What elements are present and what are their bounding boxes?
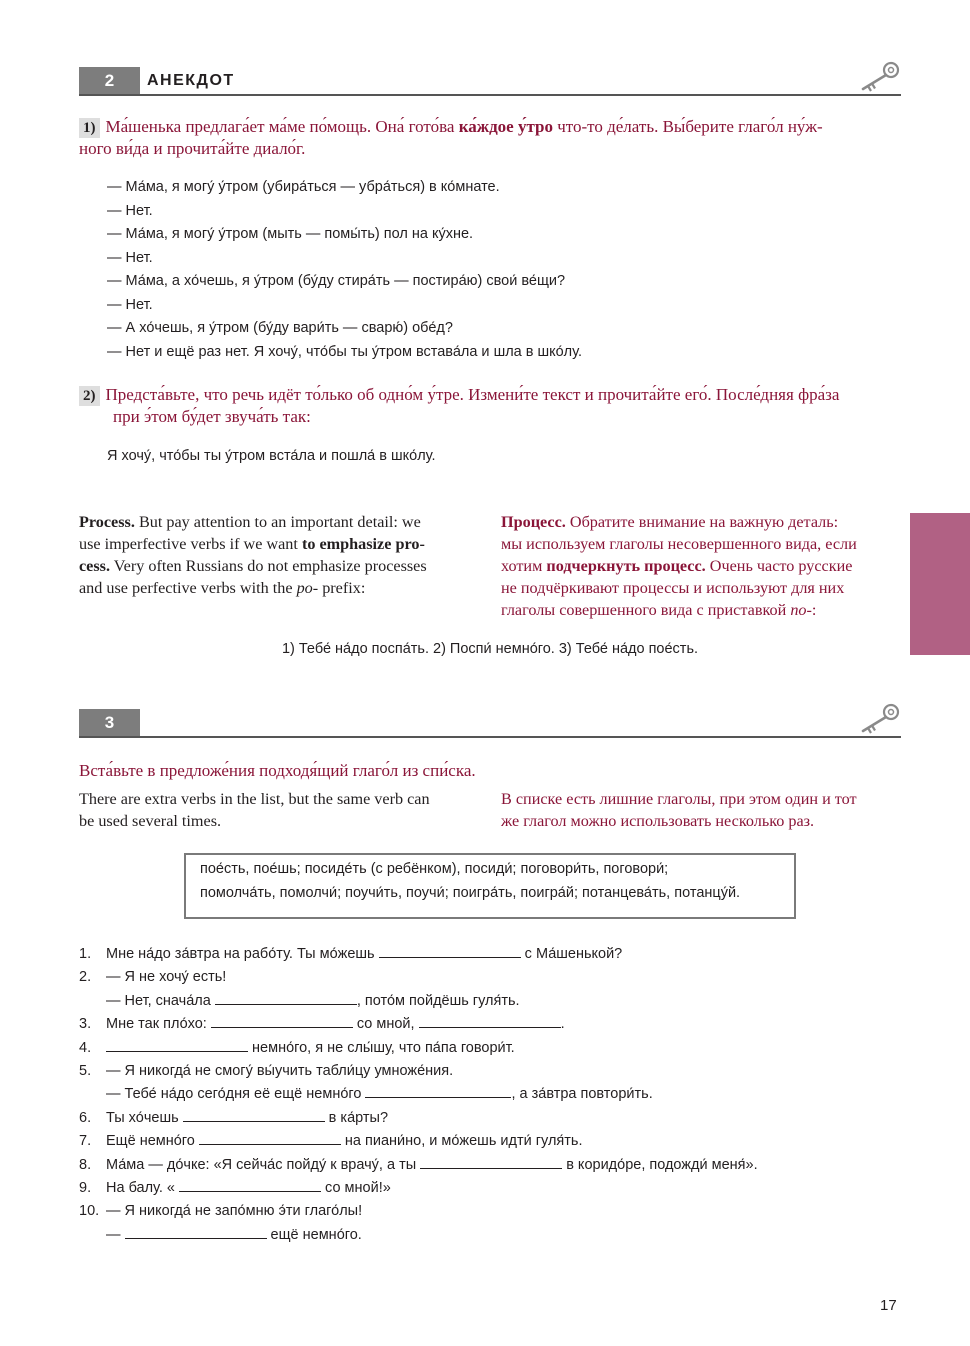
note-text: There are extra verbs in the list, but the same verb can — [79, 790, 430, 808]
note-text: be used several times. — [79, 812, 222, 830]
section-3-english-note — [79, 788, 430, 832]
side-tab — [910, 513, 970, 655]
answer-blank[interactable] — [365, 1083, 511, 1098]
item-text: , пото́м пойдёшь гуля́ть. — [356, 992, 520, 1009]
item-text: — Нет, снача́ла — [106, 992, 215, 1009]
instruction-text: при э́том бу́дет звуча́ть так: — [113, 407, 311, 426]
item-number: 2. — [79, 969, 92, 986]
list-item — [79, 1083, 899, 1106]
item-text: — — [106, 1226, 125, 1243]
list-item — [79, 1130, 899, 1153]
note-text: prefix: — [318, 579, 366, 597]
item-text: со мной, — [352, 1016, 419, 1033]
instruction-text: что-то де́лать. Вы́берите глаго́л ну́ж- — [552, 117, 823, 136]
note-text: : — [811, 601, 817, 619]
note-text: В списке есть лишние глаголы, при этом один и тот — [501, 790, 857, 808]
item-number: 10. — [79, 1203, 100, 1220]
section-title: АНЕКДОТ — [147, 72, 235, 89]
item-text: — Я никогда́ не смогу́ вы́учить табли́цу умноже́ния. — [106, 1062, 454, 1079]
answer-blank[interactable] — [179, 1177, 321, 1192]
dialog-line: — Ма́ма, а хо́чешь, я у́тром (бу́ду стира́ть — постира́ю) свои́ ве́щи? — [107, 273, 566, 289]
list-item — [79, 1177, 899, 1200]
note-text: But pay attention to an important detail: we — [134, 513, 421, 531]
list-item — [79, 1060, 899, 1083]
key-icon — [859, 703, 901, 737]
note-text: же глагол можно использовать несколько раз. — [501, 812, 815, 830]
task-badge: 1) — [79, 118, 100, 138]
item-text: Ещё немно́го — [106, 1133, 199, 1150]
list-item — [79, 1107, 899, 1130]
item-number: 4. — [79, 1039, 92, 1056]
verb-list-box — [184, 853, 796, 919]
instruction-bold: ка́ждое у́тро — [458, 117, 553, 136]
item-number: 6. — [79, 1109, 92, 1126]
note-text: use imperfective verbs if we want — [79, 535, 302, 553]
list-item — [79, 1037, 899, 1060]
answer-blank[interactable] — [125, 1224, 267, 1239]
list-item — [79, 943, 899, 966]
instruction-text: Предста́вьте, что речь идёт то́лько об одно́м у́тре. Измени́те текст и прочита́йте его́. После́дняя фра́за — [105, 385, 840, 404]
item-text: в коридо́ре, подожди́ меня́». — [562, 1156, 758, 1173]
item-text: ещё немно́го. — [266, 1226, 362, 1243]
item-text: с Ма́шенькой? — [520, 946, 623, 962]
answer-blank[interactable] — [215, 990, 357, 1005]
note-bold: Process. — [79, 513, 135, 531]
section-2-header — [79, 67, 901, 96]
page-number: 17 — [880, 1297, 897, 1314]
item-text: — Я не хочу́ есть! — [106, 969, 227, 986]
note-italic: по- — [790, 601, 812, 619]
note-text: хотим — [501, 557, 547, 575]
answer-blank[interactable] — [183, 1107, 325, 1122]
answer-blank[interactable] — [420, 1154, 562, 1169]
russian-note — [501, 511, 906, 621]
dialog-line: — Ма́ма, я могу́ у́тром (мыть — помы́ть) пол на ку́хне. — [107, 226, 474, 242]
note-text: Very often Russians do not emphasize processes — [110, 557, 427, 575]
note-text: мы используем глаголы несовершенного вида, если — [501, 535, 857, 553]
answer-blank[interactable] — [211, 1013, 353, 1028]
item-number: 5. — [79, 1062, 92, 1079]
answer-blank[interactable] — [419, 1013, 561, 1028]
item-number: 8. — [79, 1156, 92, 1173]
note-bold: to emphasize pro- — [301, 535, 425, 553]
note-text: and use perfective verbs with the — [79, 579, 297, 597]
examples-line: 1) Тебе́ на́до поспа́ть. 2) Поспи́ немно́го. 3) Тебе́ на́до пое́сть. — [281, 641, 699, 657]
dialog-line: — Ма́ма, я могу́ у́тром (убира́ться — убра́ться) в ко́мнате. — [107, 179, 500, 195]
english-note — [79, 511, 489, 599]
instruction-text: Ма́шенька предлага́ет ма́ме по́мощь. Она́ гото́ва — [105, 117, 459, 136]
section-3-russian-note — [501, 788, 857, 832]
task-1-instruction — [79, 116, 909, 160]
answer-blank[interactable] — [106, 1037, 248, 1052]
note-text: глаголы совершенного вида с приставкой — [501, 601, 791, 619]
item-text: Ты хо́чешь — [106, 1109, 183, 1126]
item-text: со мной!» — [321, 1179, 391, 1196]
answer-blank[interactable] — [199, 1130, 341, 1145]
verb-list-line: пое́сть, пое́шь; посиде́ть (с ребёнком), посиди́; поговори́ть, поговори́; — [200, 861, 669, 877]
note-text: Обратите внимание на важную деталь: — [565, 513, 839, 531]
item-text: . — [560, 1016, 565, 1033]
task-badge: 2) — [79, 386, 100, 406]
list-item — [79, 1224, 899, 1247]
answer-blank[interactable] — [379, 943, 521, 958]
item-number: 9. — [79, 1179, 92, 1196]
dialog-line: — А хо́чешь, я у́тром (бу́ду вари́ть — сварю́) обе́д? — [107, 320, 453, 336]
note-bold: подчеркнуть процесс. — [546, 557, 706, 575]
list-item — [79, 1154, 899, 1177]
item-text: , а за́втра повтори́ть. — [511, 1086, 653, 1103]
item-text: Ма́ма — до́чке: «Я сейча́с пойду́ к врачу́, а ты — [106, 1156, 421, 1173]
list-item — [79, 1200, 899, 1223]
section-number: 2 — [79, 67, 140, 94]
exercise-list — [79, 943, 899, 1247]
task-2-instruction — [79, 384, 909, 428]
key-icon — [859, 61, 901, 95]
item-text: — Я никогда́ не запо́мню э́ти глаго́лы! — [106, 1203, 363, 1220]
section-3-instruction: Вста́вьте в предложе́ния подходя́щий глаго́л из спи́ска. — [79, 761, 476, 780]
item-text: в ка́рты? — [324, 1109, 389, 1126]
item-text: — Тебе́ на́до сего́дня её ещё немно́го — [106, 1086, 366, 1103]
note-bold: cess. — [79, 557, 111, 575]
item-text: Мне на́до за́втра на рабо́ту. Ты мо́жешь — [106, 946, 379, 962]
note-text: не подчёркивают процессы и используют для них — [501, 579, 845, 597]
dialog — [107, 176, 582, 364]
item-text: Мне так пло́хо: — [106, 1016, 211, 1033]
item-text: на пиани́но, и мо́жешь идти́ гуля́ть. — [340, 1133, 583, 1150]
note-text: Очень часто русские — [705, 557, 853, 575]
dialog-line: — Нет. — [107, 296, 153, 313]
section-number: 3 — [79, 709, 140, 736]
final-sentence: Я хочу́, что́бы ты у́тром вста́ла и пошла́ в шко́лу. — [107, 448, 436, 464]
section-3-header — [79, 709, 901, 738]
note-bold: Процесс. — [501, 513, 566, 531]
dialog-line: — Нет и ещё раз нет. Я хочу́, что́бы ты у́тром встава́ла и шла в шко́лу. — [107, 343, 582, 360]
note-italic: po- — [296, 579, 319, 597]
verb-list-line: помолча́ть, помолчи́; поучи́ть, поучи́; поигра́ть, поигра́й; потанцева́ть, потанцу́й. — [200, 885, 741, 901]
dialog-line: — Нет. — [107, 249, 153, 266]
list-item — [79, 966, 899, 989]
item-text: На балу. « — [106, 1179, 180, 1196]
instruction-text: ного ви́да и прочита́йте диало́г. — [79, 139, 306, 158]
dialog-line: — Нет. — [107, 202, 153, 219]
item-number: 1. — [79, 946, 92, 962]
item-number: 3. — [79, 1016, 92, 1033]
item-number: 7. — [79, 1133, 92, 1150]
list-item — [79, 990, 899, 1013]
item-text: немно́го, я не слы́шу, что па́па говори́т. — [248, 1039, 515, 1056]
list-item — [79, 1013, 899, 1036]
